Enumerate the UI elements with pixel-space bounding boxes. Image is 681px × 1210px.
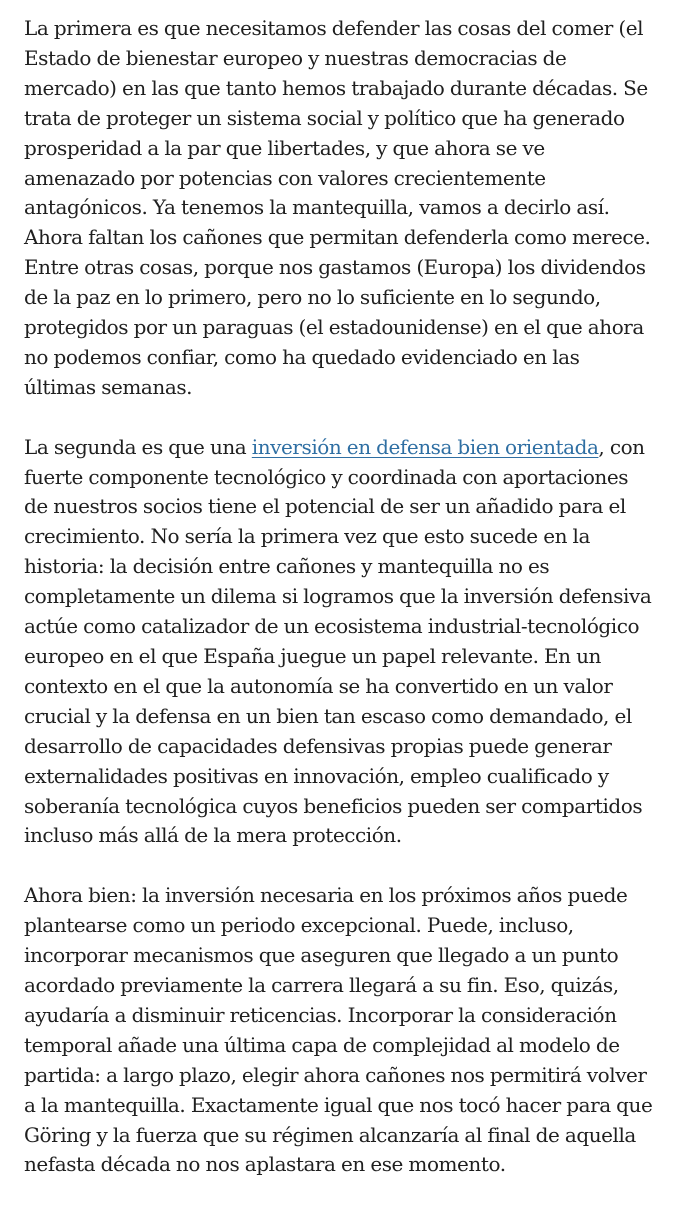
text-line: antagónicos. Ya tenemos la mantequilla, vamos a decirlo así. [24,195,610,220]
text-line: contexto en el que la autonomía se ha convertido en un valor [24,673,613,698]
text-line: partida: a largo plazo, elegir ahora cañones nos permitirá volver [24,1062,647,1087]
text-line: actúe como catalizador de un ecosistema industrial-tecnológico [24,614,640,639]
text-line: europeo en el que España juegue un papel relevante. En un [24,644,601,669]
text-line: mercado) en las que tanto hemos trabajado durante décadas. Se [24,75,648,100]
text-line: no podemos confiar, como ha quedado evidenciado en las [24,344,580,369]
text-line: incluso más allá de la mera protección. [24,823,402,848]
text-line: fuerte componente tecnológico y coordinada con aportaciones [24,464,629,489]
text-line: historia: la decisión entre cañones y mantequilla no es [24,554,550,579]
text-fragment: , con [598,434,645,459]
text-line: trata de proteger un sistema social y político que ha generado [24,105,625,130]
text-line-with-link [24,433,672,463]
text-line: crecimiento. No sería la primera vez que esto sucede en la [24,524,590,549]
text-line: de la paz en lo primero, pero no lo suficiente en lo segundo, [24,285,601,310]
text-line: ayudaría a disminuir reticencias. Incorporar la consideración [24,1002,617,1027]
text-line: amenazado por potencias con valores crecientemente [24,165,546,190]
article-body [24,14,672,1210]
text-line: La primera es que necesitamos defender las cosas del comer (el [24,16,644,40]
text-line: protegidos por un paraguas (el estadounidense) en el que ahora [24,315,644,340]
text-line: prosperidad a la par que libertades, y que ahora se ve [24,135,545,160]
text-line: soberanía tecnológica cuyos beneficios pueden ser compartidos [24,793,643,818]
text-line: acordado previamente la carrera llegará a su fin. Eso, quizás, [24,972,619,997]
text-line: crucial y la defensa en un bien tan escaso como demandado, el [24,703,632,728]
paragraph-1 [24,14,672,403]
defense-investment-link[interactable]: inversión en defensa bien orientada [251,434,599,459]
text-line: de nuestros socios tiene el potencial de ser un añadido para el [24,494,626,519]
text-line: externalidades positivas en innovación, empleo cualificado y [24,763,609,788]
text-line: desarrollo de capacidades defensivas propias puede generar [24,733,612,758]
text-line: completamente un dilema si logramos que la inversión defensiva [24,584,652,609]
text-line: últimas semanas. [24,374,193,399]
text-line: plantearse como un periodo excepcional. Puede, incluso, [24,913,574,938]
paragraph-2 [24,433,672,852]
paragraph-3 [24,881,672,1180]
text-fragment: La segunda es que una [24,434,252,459]
text-line: incorporar mecanismos que aseguren que llegado a un punto [24,943,619,968]
text-line: nefasta década no nos aplastara en ese momento. [24,1152,506,1177]
text-line: Ahora faltan los cañones que permitan defenderla como merece. [24,225,651,250]
text-line: Estado de bienestar europeo y nuestras democracias de [24,45,567,70]
text-line: temporal añade una última capa de complejidad al modelo de [24,1032,620,1057]
text-line: a la mantequilla. Exactamente igual que nos tocó hacer para que [24,1092,653,1117]
text-line: Göring y la fuerza que su régimen alcanzaría al final de aquella [24,1122,636,1147]
text-line: Ahora bien: la inversión necesaria en los próximos años puede [24,883,628,908]
text-line: Entre otras cosas, porque nos gastamos (Europa) los dividendos [24,255,646,280]
